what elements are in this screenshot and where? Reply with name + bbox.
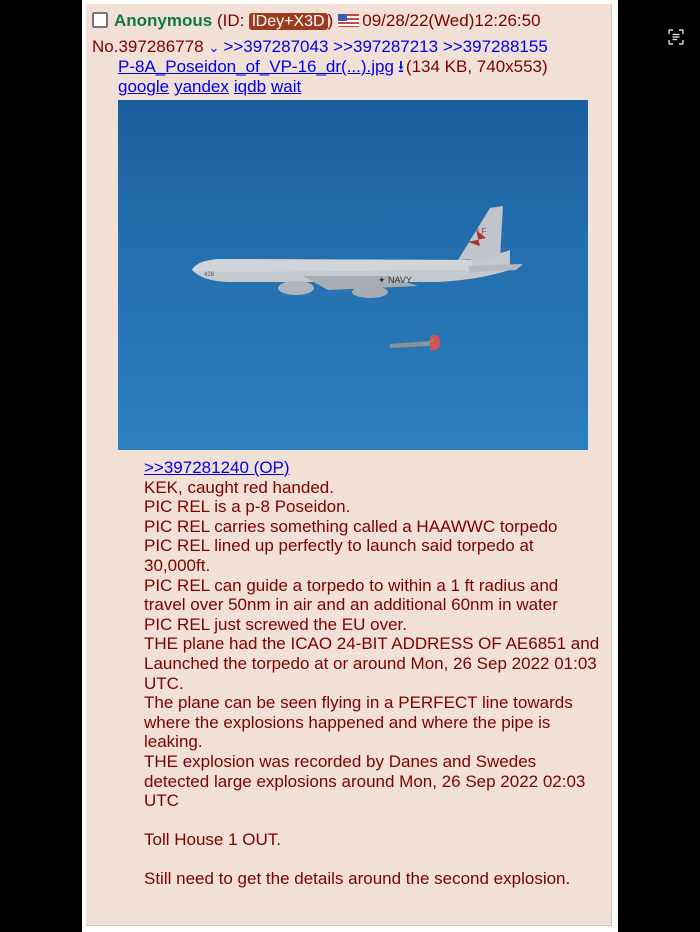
- reply-link[interactable]: >>397287213: [333, 37, 439, 56]
- poster-name: Anonymous: [114, 11, 213, 30]
- file-info-line: [118, 57, 548, 77]
- reader-mode-icon[interactable]: [667, 28, 685, 46]
- us-flag-icon: [338, 14, 359, 27]
- post-message: [144, 458, 604, 889]
- google-search-link[interactable]: google: [118, 77, 170, 96]
- message-line: Toll House 1 OUT.: [144, 830, 281, 850]
- message-line: PIC REL carries something called a HAAWWC torpedo: [144, 516, 558, 536]
- post-datetime: 09/28/22(Wed)12:26:50: [362, 11, 541, 30]
- post-select-checkbox[interactable]: [92, 12, 108, 28]
- message-line: KEK, caught red handed.: [144, 477, 334, 497]
- wait-search-link[interactable]: wait: [271, 77, 302, 96]
- nose-number: 428: [204, 272, 215, 278]
- poster-id-wrapper: [217, 11, 333, 30]
- id-prefix: (ID:: [216, 11, 250, 30]
- yandex-search-link[interactable]: yandex: [174, 77, 229, 96]
- post: [86, 4, 612, 926]
- message-line: Still need to get the details around the second explosion.: [144, 869, 571, 889]
- op-quote-link[interactable]: >>397281240 (OP): [144, 458, 290, 477]
- poster-id-badge[interactable]: lDey+X3D: [249, 13, 327, 30]
- message-line: PIC REL lined up perfectly to launch said torpedo at 30,000ft.: [144, 536, 539, 575]
- engine-left: [278, 281, 314, 295]
- message-line: PIC REL is a p-8 Poseidon.: [144, 497, 351, 517]
- post-image[interactable]: [118, 100, 588, 450]
- message-line: The plane can be seen flying in a PERFECT line towards where the explosions happened and where the pipe is leaking.: [144, 693, 578, 752]
- download-icon[interactable]: ⭳: [397, 57, 404, 76]
- post-number[interactable]: No.397286778: [92, 37, 204, 56]
- engine-right: [352, 286, 388, 298]
- file-info: (134 KB, 740x553): [405, 57, 548, 76]
- reply-link[interactable]: >>397287043: [223, 37, 329, 56]
- tail-code: LF: [477, 227, 487, 236]
- page: [82, 0, 618, 932]
- fuselage-highlight: [192, 259, 473, 272]
- message-line: [144, 811, 604, 831]
- navy-marking: ✦ NAVY: [378, 275, 412, 285]
- message-line: THE explosion was recorded by Danes and Swedes detected large explosions around Mon, 26 Sep 2022 02:03 UTC: [144, 751, 591, 811]
- post-header: [92, 11, 541, 32]
- image-search-links: [118, 77, 306, 97]
- reply-link[interactable]: >>397288155: [442, 37, 548, 56]
- chevron-down-icon[interactable]: ⌄: [208, 40, 220, 55]
- aircraft-photo: [118, 100, 588, 450]
- message-line: PIC REL can guide a torpedo to within a 1 ft radius and travel over 50nm in air and an additional 60nm in water: [144, 575, 563, 615]
- iqdb-search-link[interactable]: iqdb: [233, 77, 267, 96]
- message-line: [144, 850, 604, 870]
- file-name-link[interactable]: P-8A_Poseidon_of_VP-16_dr(...).jpg: [118, 57, 394, 76]
- torpedo-drogue: [430, 335, 440, 350]
- message-line: PIC REL just screwed the EU over.: [144, 614, 407, 634]
- message-line: THE plane had the ICAO 24-BIT ADDRESS OF AE6851 and Launched the torpedo at or around Mon, 26 Sep 2022 01:03 UTC.: [144, 634, 604, 693]
- torpedo: [390, 341, 430, 348]
- post-meta-line: [92, 37, 548, 58]
- id-suffix: ): [327, 11, 334, 30]
